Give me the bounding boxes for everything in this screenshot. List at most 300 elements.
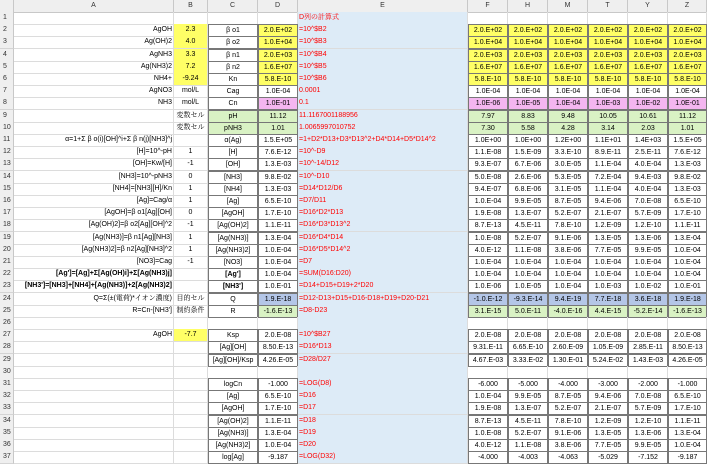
cell-t26[interactable] bbox=[588, 317, 628, 330]
cell-h36[interactable]: 1.1.E-08 bbox=[508, 439, 548, 452]
cell-d36[interactable]: 1.0.E-04 bbox=[258, 439, 298, 452]
cell-y20[interactable]: 9.9.E-05 bbox=[628, 244, 668, 257]
cell-e3[interactable]: =10^$B3 bbox=[298, 36, 468, 49]
cell-t16[interactable]: 9.4.E-06 bbox=[588, 195, 628, 208]
cell-f17[interactable]: 1.9.E-08 bbox=[468, 207, 508, 220]
cell-d34[interactable]: 1.1.E-11 bbox=[258, 415, 298, 428]
cell-m25[interactable]: -4.0.E-16 bbox=[548, 305, 588, 318]
cell-m3[interactable]: 1.0.E+04 bbox=[548, 36, 588, 49]
cell-b4[interactable]: 3.3 bbox=[174, 49, 208, 62]
cell-e29[interactable]: =D28/D27 bbox=[298, 354, 468, 367]
cell-d21[interactable]: 1.0.E-04 bbox=[258, 256, 298, 269]
cell-b11[interactable] bbox=[174, 134, 208, 147]
cell-y18[interactable]: 1.2.E-10 bbox=[628, 219, 668, 232]
cell-t33[interactable]: 2.1.E-07 bbox=[588, 402, 628, 415]
cell-c2[interactable]: β o1 bbox=[208, 24, 258, 37]
cell-f5[interactable]: 1.6.E+07 bbox=[468, 61, 508, 74]
cell-f21[interactable]: 1.0.E-04 bbox=[468, 256, 508, 269]
cell-c16[interactable]: [Ag] bbox=[208, 195, 258, 208]
cell-t30[interactable] bbox=[588, 366, 628, 379]
cell-a26[interactable] bbox=[14, 317, 174, 330]
column-header-m[interactable]: M bbox=[548, 0, 588, 13]
cell-t23[interactable]: 1.0.E-03 bbox=[588, 280, 628, 293]
cell-b35[interactable] bbox=[174, 427, 208, 440]
cell-f22[interactable]: 1.0.E-04 bbox=[468, 268, 508, 281]
cell-m35[interactable]: 9.1.E-06 bbox=[548, 427, 588, 440]
row-header-23[interactable]: 23 bbox=[0, 280, 14, 293]
cell-b15[interactable]: 1 bbox=[174, 183, 208, 196]
cell-c31[interactable]: logCn bbox=[208, 378, 258, 391]
cell-f25[interactable]: 3.1.E-15 bbox=[468, 305, 508, 318]
row-header-26[interactable]: 26 bbox=[0, 317, 14, 330]
cell-y15[interactable]: 4.0.E-04 bbox=[628, 183, 668, 196]
cell-h5[interactable]: 1.6.E+07 bbox=[508, 61, 548, 74]
cell-z20[interactable]: 1.0.E-04 bbox=[668, 244, 707, 257]
cell-e18[interactable]: =D16*D3*D13^2 bbox=[298, 219, 468, 232]
cell-c5[interactable]: β n2 bbox=[208, 61, 258, 74]
cell-e9[interactable]: 11.1167001188956 bbox=[298, 110, 468, 123]
cell-m19[interactable]: 9.1.E-06 bbox=[548, 232, 588, 245]
cell-e4[interactable]: =10^$B4 bbox=[298, 49, 468, 62]
cell-m15[interactable]: 3.1.E-05 bbox=[548, 183, 588, 196]
cell-b30[interactable] bbox=[174, 366, 208, 379]
cell-e16[interactable]: =D7/D11 bbox=[298, 195, 468, 208]
row-header-10[interactable]: 10 bbox=[0, 122, 14, 135]
cell-d10[interactable]: 1.01 bbox=[258, 122, 298, 135]
cell-y12[interactable]: 2.5.E-11 bbox=[628, 146, 668, 159]
cell-c36[interactable]: [Ag(NH3)2] bbox=[208, 439, 258, 452]
cell-a36[interactable] bbox=[14, 439, 174, 452]
cell-f9[interactable]: 7.97 bbox=[468, 110, 508, 123]
cell-e11[interactable]: =1+D2*D13+D3*D13^2+D4*D14+D5*D14^2 bbox=[298, 134, 468, 147]
cell-t5[interactable]: 1.6.E+07 bbox=[588, 61, 628, 74]
cell-d3[interactable]: 1.0.E+04 bbox=[258, 36, 298, 49]
cell-b8[interactable]: mol/L bbox=[174, 97, 208, 110]
cell-a22[interactable]: [Ag']=[Ag]+Σ[Ag(OH)i]+Σ[Ag(NH3)j] bbox=[14, 268, 174, 281]
cell-t37[interactable]: -5.029 bbox=[588, 451, 628, 464]
cell-t24[interactable]: 7.7.E-18 bbox=[588, 293, 628, 306]
row-header-1[interactable]: 1 bbox=[0, 12, 14, 25]
cell-e36[interactable]: =D20 bbox=[298, 439, 468, 452]
cell-d26[interactable] bbox=[258, 317, 298, 330]
cell-h9[interactable]: 8.83 bbox=[508, 110, 548, 123]
cell-h13[interactable]: 6.7.E-06 bbox=[508, 158, 548, 171]
cell-m2[interactable]: 2.0.E+02 bbox=[548, 24, 588, 37]
cell-b7[interactable]: mol/L bbox=[174, 85, 208, 98]
cell-h8[interactable]: 1.0E-05 bbox=[508, 97, 548, 110]
cell-d18[interactable]: 1.1.E-11 bbox=[258, 219, 298, 232]
row-header-7[interactable]: 7 bbox=[0, 85, 14, 98]
cell-a16[interactable]: [Ag]=Cag/α bbox=[14, 195, 174, 208]
cell-b3[interactable]: 4.0 bbox=[174, 36, 208, 49]
cell-d27[interactable]: 2.0.E-08 bbox=[258, 329, 298, 342]
cell-b36[interactable] bbox=[174, 439, 208, 452]
row-header-6[interactable]: 6 bbox=[0, 73, 14, 86]
cell-c3[interactable]: β o2 bbox=[208, 36, 258, 49]
cell-f33[interactable]: 1.9.E-08 bbox=[468, 402, 508, 415]
row-header-37[interactable]: 37 bbox=[0, 451, 14, 464]
cell-t25[interactable]: 4.4.E-15 bbox=[588, 305, 628, 318]
cell-m9[interactable]: 9.48 bbox=[548, 110, 588, 123]
cell-t34[interactable]: 1.2.E-09 bbox=[588, 415, 628, 428]
row-header-5[interactable]: 5 bbox=[0, 61, 14, 74]
cell-z5[interactable]: 1.6.E+07 bbox=[668, 61, 707, 74]
row-header-21[interactable]: 21 bbox=[0, 256, 14, 269]
cell-e19[interactable]: =D16*D4*D14 bbox=[298, 232, 468, 245]
column-header-f[interactable]: F bbox=[468, 0, 508, 13]
cell-f31[interactable]: -6.000 bbox=[468, 378, 508, 391]
cell-y9[interactable]: 10.61 bbox=[628, 110, 668, 123]
cell-h29[interactable]: 3.33.E-02 bbox=[508, 354, 548, 367]
cell-a4[interactable]: AgNH3 bbox=[14, 49, 174, 62]
cell-b32[interactable] bbox=[174, 390, 208, 403]
cell-t14[interactable]: 7.2.E-04 bbox=[588, 171, 628, 184]
cell-b26[interactable] bbox=[174, 317, 208, 330]
cell-z27[interactable]: 2.0.E-08 bbox=[668, 329, 707, 342]
cell-d9[interactable]: 11.12 bbox=[258, 110, 298, 123]
cell-m5[interactable]: 1.6.E+07 bbox=[548, 61, 588, 74]
cell-e33[interactable]: =D17 bbox=[298, 402, 468, 415]
cell-t3[interactable]: 1.0.E+04 bbox=[588, 36, 628, 49]
cell-y14[interactable]: 9.4.E-03 bbox=[628, 171, 668, 184]
cell-c30[interactable] bbox=[208, 366, 258, 379]
cell-e37[interactable]: =LOG(D32) bbox=[298, 451, 468, 464]
cell-y13[interactable]: 4.0.E-04 bbox=[628, 158, 668, 171]
cell-e17[interactable]: =D16*D2*D13 bbox=[298, 207, 468, 220]
cell-c6[interactable]: Kn bbox=[208, 73, 258, 86]
cell-h14[interactable]: 2.6.E-06 bbox=[508, 171, 548, 184]
cell-t17[interactable]: 2.1.E-07 bbox=[588, 207, 628, 220]
cell-b5[interactable]: 7.2 bbox=[174, 61, 208, 74]
row-header-31[interactable]: 31 bbox=[0, 378, 14, 391]
cell-c28[interactable]: [Ag][OH] bbox=[208, 341, 258, 354]
column-header-d[interactable]: D bbox=[258, 0, 298, 13]
row-header-30[interactable]: 30 bbox=[0, 366, 14, 379]
row-header-12[interactable]: 12 bbox=[0, 146, 14, 159]
cell-b31[interactable] bbox=[174, 378, 208, 391]
cell-e8[interactable]: 0.1 bbox=[298, 97, 468, 110]
cell-f19[interactable]: 1.0.E-08 bbox=[468, 232, 508, 245]
cell-h10[interactable]: 5.58 bbox=[508, 122, 548, 135]
cell-h6[interactable]: 5.8.E-10 bbox=[508, 73, 548, 86]
cell-y11[interactable]: 1.4E+03 bbox=[628, 134, 668, 147]
cell-a8[interactable]: NH3 bbox=[14, 97, 174, 110]
cell-f26[interactable] bbox=[468, 317, 508, 330]
cell-c25[interactable]: R bbox=[208, 305, 258, 318]
cell-d11[interactable]: 1.5.E+05 bbox=[258, 134, 298, 147]
cell-f27[interactable]: 2.0.E-08 bbox=[468, 329, 508, 342]
cell-z14[interactable]: 9.8.E-02 bbox=[668, 171, 707, 184]
cell-f8[interactable]: 1.0E-06 bbox=[468, 97, 508, 110]
cell-t12[interactable]: 8.9.E-11 bbox=[588, 146, 628, 159]
cell-c27[interactable]: Ksp bbox=[208, 329, 258, 342]
cell-b14[interactable]: 0 bbox=[174, 171, 208, 184]
cell-e27[interactable]: =10^$B27 bbox=[298, 329, 468, 342]
cell-z22[interactable]: 1.0.E-04 bbox=[668, 268, 707, 281]
cell-d20[interactable]: 1.0.E-04 bbox=[258, 244, 298, 257]
cell-z26[interactable] bbox=[668, 317, 707, 330]
cell-b1[interactable] bbox=[174, 12, 208, 25]
cell-m13[interactable]: 3.0.E-05 bbox=[548, 158, 588, 171]
cell-y33[interactable]: 5.7.E-09 bbox=[628, 402, 668, 415]
row-header-18[interactable]: 18 bbox=[0, 219, 14, 232]
column-header-t[interactable]: T bbox=[588, 0, 628, 13]
cell-a10[interactable] bbox=[14, 122, 174, 135]
cell-d16[interactable]: 6.5.E-10 bbox=[258, 195, 298, 208]
cell-m27[interactable]: 2.0.E-08 bbox=[548, 329, 588, 342]
row-header-3[interactable]: 3 bbox=[0, 36, 14, 49]
cell-e1[interactable]: D列の計算式 bbox=[298, 12, 468, 25]
cell-m26[interactable] bbox=[548, 317, 588, 330]
cell-a37[interactable] bbox=[14, 451, 174, 464]
cell-m7[interactable]: 1.0E-04 bbox=[548, 85, 588, 98]
cell-m20[interactable]: 3.8.E-06 bbox=[548, 244, 588, 257]
cell-c18[interactable]: [Ag(OH)2] bbox=[208, 219, 258, 232]
cell-a29[interactable] bbox=[14, 354, 174, 367]
cell-c11[interactable]: α(Ag) bbox=[208, 134, 258, 147]
cell-h23[interactable]: 1.0.E-05 bbox=[508, 280, 548, 293]
cell-m28[interactable]: 2.60.E-09 bbox=[548, 341, 588, 354]
cell-z17[interactable]: 1.7.E-10 bbox=[668, 207, 707, 220]
cell-e7[interactable]: 0.0001 bbox=[298, 85, 468, 98]
cell-e15[interactable]: =D14*D12/D6 bbox=[298, 183, 468, 196]
row-header-13[interactable]: 13 bbox=[0, 158, 14, 171]
column-header-c[interactable]: C bbox=[208, 0, 258, 13]
cell-b37[interactable] bbox=[174, 451, 208, 464]
cell-h28[interactable]: 6.65.E-10 bbox=[508, 341, 548, 354]
cell-a3[interactable]: Ag(OH)2 bbox=[14, 36, 174, 49]
cell-d33[interactable]: 1.7.E-10 bbox=[258, 402, 298, 415]
cell-z7[interactable]: 1.0E-04 bbox=[668, 85, 707, 98]
cell-m30[interactable] bbox=[548, 366, 588, 379]
cell-h11[interactable]: 1.0E+00 bbox=[508, 134, 548, 147]
cell-y31[interactable]: -2.000 bbox=[628, 378, 668, 391]
cell-c20[interactable]: [Ag(NH3)2] bbox=[208, 244, 258, 257]
cell-d23[interactable]: 1.0.E-01 bbox=[258, 280, 298, 293]
cell-y8[interactable]: 1.0E-02 bbox=[628, 97, 668, 110]
cell-m36[interactable]: 3.8.E-06 bbox=[548, 439, 588, 452]
cell-h1[interactable] bbox=[508, 12, 548, 25]
cell-a33[interactable] bbox=[14, 402, 174, 415]
cell-h22[interactable]: 1.0.E-04 bbox=[508, 268, 548, 281]
cell-b6[interactable]: -9.24 bbox=[174, 73, 208, 86]
cell-f14[interactable]: 5.0.E-08 bbox=[468, 171, 508, 184]
cell-z10[interactable]: 1.01 bbox=[668, 122, 707, 135]
row-header-24[interactable]: 24 bbox=[0, 293, 14, 306]
cell-t15[interactable]: 1.1.E-04 bbox=[588, 183, 628, 196]
cell-h19[interactable]: 5.2.E-07 bbox=[508, 232, 548, 245]
cell-b13[interactable]: -1 bbox=[174, 158, 208, 171]
cell-a35[interactable] bbox=[14, 427, 174, 440]
cell-d13[interactable]: 1.3.E-03 bbox=[258, 158, 298, 171]
cell-e32[interactable]: =D16 bbox=[298, 390, 468, 403]
cell-z12[interactable]: 7.6.E-12 bbox=[668, 146, 707, 159]
cell-d4[interactable]: 2.0.E+03 bbox=[258, 49, 298, 62]
cell-a32[interactable] bbox=[14, 390, 174, 403]
cell-e31[interactable]: =LOG(D8) bbox=[298, 378, 468, 391]
cell-z18[interactable]: 1.1.E-11 bbox=[668, 219, 707, 232]
cell-e13[interactable]: =10^-14/D12 bbox=[298, 158, 468, 171]
cell-e12[interactable]: =10^-D9 bbox=[298, 146, 468, 159]
cell-z9[interactable]: 11.12 bbox=[668, 110, 707, 123]
cell-z11[interactable]: 1.5.E+05 bbox=[668, 134, 707, 147]
cell-h26[interactable] bbox=[508, 317, 548, 330]
cell-f1[interactable] bbox=[468, 12, 508, 25]
cell-m18[interactable]: 7.8.E-10 bbox=[548, 219, 588, 232]
cell-h18[interactable]: 4.5.E-11 bbox=[508, 219, 548, 232]
cell-z31[interactable]: -1.000 bbox=[668, 378, 707, 391]
cell-y7[interactable]: 1.0E-04 bbox=[628, 85, 668, 98]
cell-f7[interactable]: 1.0E-04 bbox=[468, 85, 508, 98]
cell-d12[interactable]: 7.6.E-12 bbox=[258, 146, 298, 159]
cell-z28[interactable]: 8.50.E-13 bbox=[668, 341, 707, 354]
cell-b33[interactable] bbox=[174, 402, 208, 415]
cell-b20[interactable]: 1 bbox=[174, 244, 208, 257]
cell-d29[interactable]: 4.26.E-05 bbox=[258, 354, 298, 367]
cell-f37[interactable]: -4.000 bbox=[468, 451, 508, 464]
cell-m34[interactable]: 7.8.E-10 bbox=[548, 415, 588, 428]
column-header-z[interactable]: Z bbox=[668, 0, 707, 13]
cell-h24[interactable]: -9.3.E-14 bbox=[508, 293, 548, 306]
cell-b22[interactable] bbox=[174, 268, 208, 281]
cell-a19[interactable]: [Ag(NH3)]=β n1[Ag][NH3] bbox=[14, 232, 174, 245]
row-header-25[interactable]: 25 bbox=[0, 305, 14, 318]
cell-f2[interactable]: 2.0.E+02 bbox=[468, 24, 508, 37]
cell-c32[interactable]: [Ag] bbox=[208, 390, 258, 403]
cell-a20[interactable]: [Ag(NH3)2]=β n2[Ag][NH3]^2 bbox=[14, 244, 174, 257]
cell-z21[interactable]: 1.0.E-04 bbox=[668, 256, 707, 269]
cell-f32[interactable]: 1.0.E-04 bbox=[468, 390, 508, 403]
column-header-e[interactable]: E bbox=[298, 0, 468, 13]
cell-e28[interactable]: =D16*D13 bbox=[298, 341, 468, 354]
cell-c24[interactable]: Q bbox=[208, 293, 258, 306]
cell-z33[interactable]: 1.7.E-10 bbox=[668, 402, 707, 415]
cell-b19[interactable]: 1 bbox=[174, 232, 208, 245]
cell-t32[interactable]: 9.4.E-06 bbox=[588, 390, 628, 403]
cell-t6[interactable]: 5.8.E-10 bbox=[588, 73, 628, 86]
cell-a6[interactable]: NH4+ bbox=[14, 73, 174, 86]
cell-z32[interactable]: 6.5.E-10 bbox=[668, 390, 707, 403]
cell-d17[interactable]: 1.7.E-10 bbox=[258, 207, 298, 220]
cell-d35[interactable]: 1.3.E-04 bbox=[258, 427, 298, 440]
cell-b21[interactable]: -1 bbox=[174, 256, 208, 269]
cell-a15[interactable]: [NH4]=[NH3][H]/Kn bbox=[14, 183, 174, 196]
cell-d28[interactable]: 8.50.E-13 bbox=[258, 341, 298, 354]
cell-d7[interactable]: 1.0E-04 bbox=[258, 85, 298, 98]
cell-a2[interactable]: AgOH bbox=[14, 24, 174, 37]
cell-b10[interactable]: 変数セル bbox=[174, 122, 208, 135]
row-header-34[interactable]: 34 bbox=[0, 415, 14, 428]
cell-t10[interactable]: 3.14 bbox=[588, 122, 628, 135]
row-header-33[interactable]: 33 bbox=[0, 402, 14, 415]
cell-t36[interactable]: 7.7.E-05 bbox=[588, 439, 628, 452]
cell-y6[interactable]: 5.8.E-10 bbox=[628, 73, 668, 86]
cell-a34[interactable] bbox=[14, 415, 174, 428]
cell-f10[interactable]: 7.30 bbox=[468, 122, 508, 135]
cell-m33[interactable]: 5.2.E-07 bbox=[548, 402, 588, 415]
cell-d22[interactable]: 1.0.E-04 bbox=[258, 268, 298, 281]
cell-f15[interactable]: 9.4.E-07 bbox=[468, 183, 508, 196]
cell-t20[interactable]: 7.7.E-05 bbox=[588, 244, 628, 257]
cell-m10[interactable]: 4.28 bbox=[548, 122, 588, 135]
cell-m32[interactable]: 8.7.E-05 bbox=[548, 390, 588, 403]
cell-d37[interactable]: -9.187 bbox=[258, 451, 298, 464]
row-header-8[interactable]: 8 bbox=[0, 97, 14, 110]
cell-f23[interactable]: 1.0.E-06 bbox=[468, 280, 508, 293]
cell-f24[interactable]: -1.0.E-12 bbox=[468, 293, 508, 306]
cell-y10[interactable]: 2.03 bbox=[628, 122, 668, 135]
cell-a7[interactable]: AgNO3 bbox=[14, 85, 174, 98]
cell-m4[interactable]: 2.0.E+03 bbox=[548, 49, 588, 62]
cell-m21[interactable]: 1.0.E-04 bbox=[548, 256, 588, 269]
cell-t27[interactable]: 2.0.E-08 bbox=[588, 329, 628, 342]
cell-e30[interactable] bbox=[298, 366, 468, 379]
cell-h17[interactable]: 1.3.E-07 bbox=[508, 207, 548, 220]
cell-e25[interactable]: =D8-D23 bbox=[298, 305, 468, 318]
cell-z4[interactable]: 2.0.E+03 bbox=[668, 49, 707, 62]
cell-e2[interactable]: =10^$B2 bbox=[298, 24, 468, 37]
cell-f29[interactable]: 4.67.E-03 bbox=[468, 354, 508, 367]
cell-c15[interactable]: [NH4] bbox=[208, 183, 258, 196]
row-header-29[interactable]: 29 bbox=[0, 354, 14, 367]
cell-f13[interactable]: 9.3.E-07 bbox=[468, 158, 508, 171]
cell-a31[interactable] bbox=[14, 378, 174, 391]
cell-m22[interactable]: 1.0.E-04 bbox=[548, 268, 588, 281]
cell-a18[interactable]: [Ag(OH)2]=β o2[Ag][OH]^2 bbox=[14, 219, 174, 232]
cell-a11[interactable]: α=1+Σ β o(i)[OH]^i+Σ β n(j)[NH3]^j bbox=[14, 134, 174, 147]
cell-c33[interactable]: [AgOH] bbox=[208, 402, 258, 415]
cell-f35[interactable]: 1.0.E-08 bbox=[468, 427, 508, 440]
cell-d25[interactable]: -1.6.E-13 bbox=[258, 305, 298, 318]
cell-y27[interactable]: 2.0.E-08 bbox=[628, 329, 668, 342]
cell-b34[interactable] bbox=[174, 415, 208, 428]
cell-z16[interactable]: 6.5.E-10 bbox=[668, 195, 707, 208]
cell-m17[interactable]: 5.2.E-07 bbox=[548, 207, 588, 220]
cell-m1[interactable] bbox=[548, 12, 588, 25]
cell-y4[interactable]: 2.0.E+03 bbox=[628, 49, 668, 62]
cell-a9[interactable] bbox=[14, 110, 174, 123]
cell-d30[interactable] bbox=[258, 366, 298, 379]
cell-c7[interactable]: Cag bbox=[208, 85, 258, 98]
cell-h4[interactable]: 2.0.E+03 bbox=[508, 49, 548, 62]
cell-b17[interactable]: 0 bbox=[174, 207, 208, 220]
cell-t13[interactable]: 1.1.E-04 bbox=[588, 158, 628, 171]
cell-m11[interactable]: 1.2E+00 bbox=[548, 134, 588, 147]
cell-c22[interactable]: [Ag'] bbox=[208, 268, 258, 281]
cell-c23[interactable]: [NH3'] bbox=[208, 280, 258, 293]
cell-f16[interactable]: 1.0.E-04 bbox=[468, 195, 508, 208]
cell-t2[interactable]: 2.0.E+02 bbox=[588, 24, 628, 37]
cell-c14[interactable]: [NH3] bbox=[208, 171, 258, 184]
cell-h20[interactable]: 1.1.E-08 bbox=[508, 244, 548, 257]
cell-f4[interactable]: 2.0.E+03 bbox=[468, 49, 508, 62]
cell-b18[interactable]: -1 bbox=[174, 219, 208, 232]
cell-f20[interactable]: 4.0.E-12 bbox=[468, 244, 508, 257]
cell-t9[interactable]: 10.05 bbox=[588, 110, 628, 123]
cell-t1[interactable] bbox=[588, 12, 628, 25]
row-header-4[interactable]: 4 bbox=[0, 49, 14, 62]
cell-y28[interactable]: 2.85.E-11 bbox=[628, 341, 668, 354]
cell-a23[interactable]: [NH3']=[NH3]+[NH4]+[Ag(NH3)]+2[Ag(NH3)2] bbox=[14, 280, 174, 293]
cell-t21[interactable]: 1.0.E-04 bbox=[588, 256, 628, 269]
cell-a24[interactable]: Q=Σ(±(電荷)*イオン濃度) bbox=[14, 293, 174, 306]
cell-d5[interactable]: 1.6.E+07 bbox=[258, 61, 298, 74]
cell-e22[interactable]: =SUM(D16:D20) bbox=[298, 268, 468, 281]
cell-y29[interactable]: 1.43.E-03 bbox=[628, 354, 668, 367]
cell-h12[interactable]: 1.5.E-09 bbox=[508, 146, 548, 159]
cell-d2[interactable]: 2.0.E+02 bbox=[258, 24, 298, 37]
cell-d1[interactable] bbox=[258, 12, 298, 25]
